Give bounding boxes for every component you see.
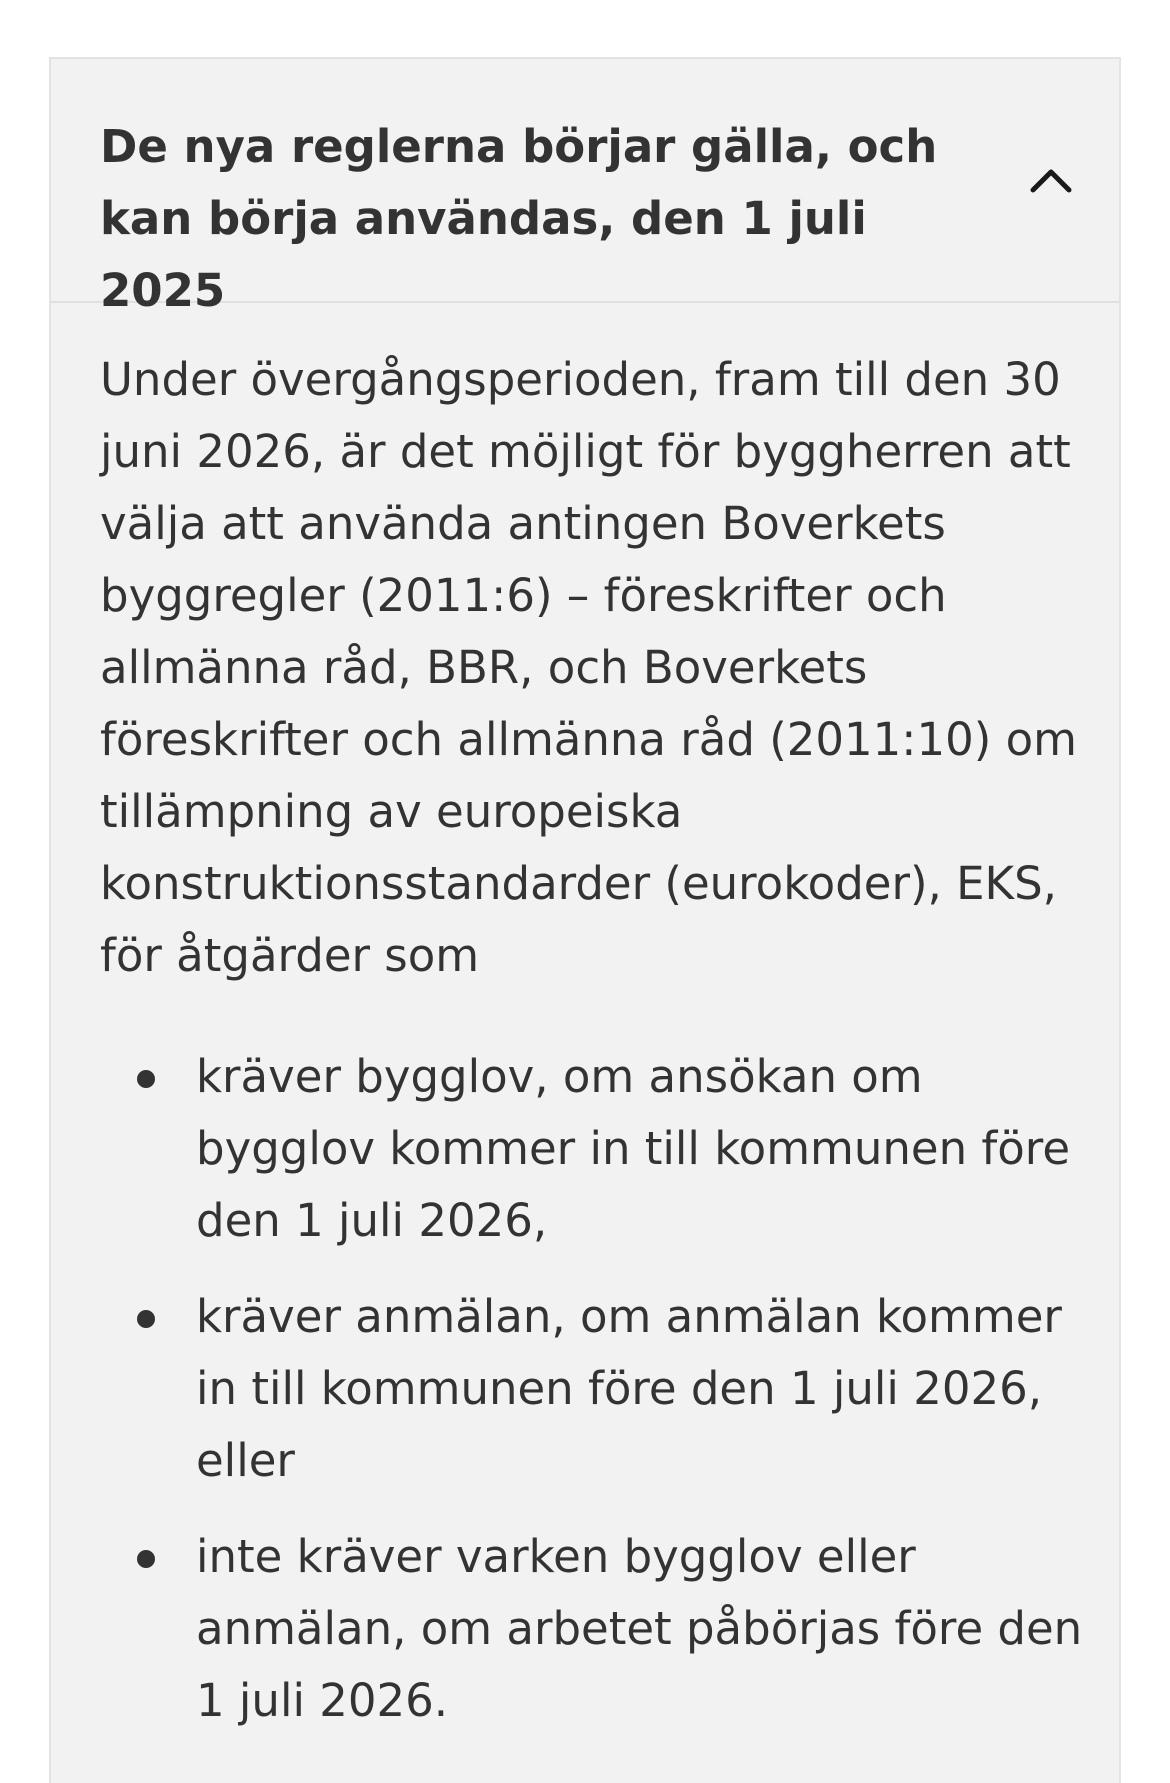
list-item-text: kräver anmälan, om anmälan kommer in till kommunen före den 1 juli 2026, eller bbox=[196, 1290, 1062, 1487]
list-item bbox=[100, 1281, 1090, 1497]
list-item-text: inte kräver varken bygglov eller anmälan, om arbetet påbörjas före den 1 juli 2026. bbox=[196, 1530, 1083, 1727]
bullet-icon bbox=[137, 1070, 155, 1088]
conditions-list bbox=[100, 1041, 1090, 1737]
bullet-icon bbox=[137, 1550, 155, 1568]
accordion-header[interactable] bbox=[51, 59, 1119, 317]
list-item bbox=[100, 1041, 1090, 1257]
chevron-up-icon[interactable] bbox=[1027, 157, 1075, 205]
bullet-icon bbox=[137, 1310, 155, 1328]
accordion-content bbox=[100, 303, 1090, 1761]
intro-paragraph: Under övergångsperioden, fram till den 30 juni 2026, är det möjligt för byggherren att välja att använda antingen Boverkets byggregler (2011:6) – föreskrifter och allmänna råd, BBR, och Boverkets föreskrifter och allmänna råd (2011:10) om tillämpning av europeiska konstruktionsstandarder (eurokoder), EKS, för åtgärder som bbox=[100, 353, 1077, 982]
list-item bbox=[100, 1521, 1090, 1737]
accordion-panel bbox=[49, 57, 1121, 1783]
list-item-text: kräver bygglov, om ansökan om bygglov kommer in till kommunen före den 1 juli 2026, bbox=[196, 1050, 1071, 1247]
accordion-title[interactable]: De nya reglerna börjar gälla, och kan börja användas, den 1 juli 2025 bbox=[100, 120, 938, 317]
